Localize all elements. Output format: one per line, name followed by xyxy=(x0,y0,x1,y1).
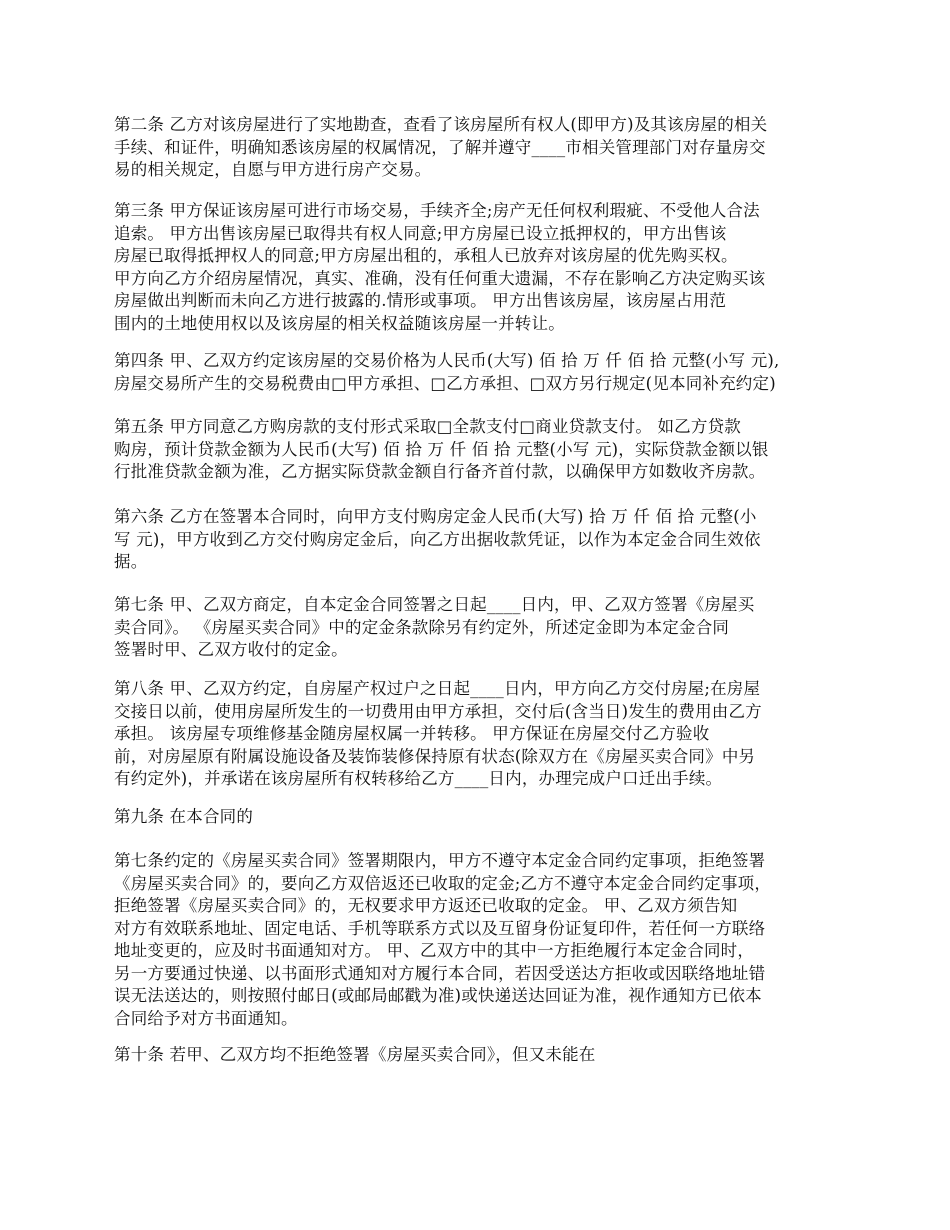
text-line: 第九条 在本合同的 xyxy=(114,807,254,826)
text-line: 交接日以前，使用房屋所发生的一切费用由甲方承担，交付后(含当日)发生的费用由乙方 xyxy=(114,701,762,721)
text-line: 易的相关规定，自愿与甲方进行房产交易。 xyxy=(114,160,432,179)
text-line: 第七条约定的《房屋买卖合同》签署期限内，甲方不遵守本定金合同约定事项，拒绝签署 xyxy=(114,851,766,870)
clause-2-paragraph xyxy=(114,114,854,182)
clause-8-paragraph xyxy=(114,678,854,791)
text-line: 前，对房屋原有附属设施设备及装饰装修保持原有状态(除双方在《房屋买卖合同》中另 xyxy=(114,746,756,766)
text-line: 第七条 甲、乙双方商定，自本定金合同签署之日起____日内，甲、乙双方签署《房屋买 xyxy=(114,595,755,614)
text-line: 第四条 甲、乙双方约定该房屋的交易价格为人民币(大写) 佰 拾 万 仟 佰 拾 元整(小写 元), xyxy=(114,351,780,370)
clause-7-paragraph xyxy=(114,594,854,662)
text-line: 围内的土地使用权以及该房屋的相关权益随该房屋一并转让。 xyxy=(114,313,565,333)
text-line: 第三条 甲方保证该房屋可进行市场交易，手续齐全;房产无任何权利瑕疵、不受他人合法 xyxy=(114,201,760,220)
text-line: 签署时甲、乙双方收付的定金。 xyxy=(114,640,348,659)
clause-3-paragraph xyxy=(114,200,854,335)
text-line: 行批准贷款金额为准，乙方据实际贷款金额自行备齐首付款，以确保甲方如数收齐房款。 xyxy=(114,462,766,481)
text-line: 第六条 乙方在签署本合同时，向甲方支付购房定金人民币(大写) 拾 万 仟 佰 拾 元整(小 xyxy=(114,507,757,526)
text-line: 拒绝签署《房屋买卖合同》的，无权要求甲方返还已收取的定金。 甲、乙双方须告知 xyxy=(114,896,738,915)
text-line: 第十条 若甲、乙双方均不拒绝签署《房屋买卖合同》，但又未能在 xyxy=(114,1045,596,1064)
text-line: 对方有效联系地址、固定电话、手机等联系方式以及互留身份证复印件，若任何一方联络 xyxy=(114,918,766,938)
text-line: 甲方向乙方介绍房屋情况，真实、准确，没有任何重大遗漏，不存在影响乙方决定购买该 xyxy=(114,268,766,288)
text-line: 购房，预计贷款金额为人民币(大写) 佰 拾 万 仟 佰 拾 元整(小写 元)，实际贷款金额以银 xyxy=(114,439,769,459)
text-line: 写 元)，甲方收到乙方交付购房定金后，向乙方出据收款凭证，以作为本定金合同生效依 xyxy=(114,529,761,549)
text-line: 据。 xyxy=(114,552,148,571)
text-line: 卖合同》。 《房屋买卖合同》中的定金条款除另有约定外，所述定金即为本定金合同 xyxy=(114,617,730,637)
text-line: 房屋做出判断而未向乙方进行披露的.情形或事项。 甲方出售该房屋，该房屋占用范 xyxy=(114,291,727,310)
text-line: 另一方要通过快递、以书面形式通知对方履行本合同，若因受送达方拒收或因联络地址错 xyxy=(114,963,766,983)
clause-5-paragraph xyxy=(114,416,854,484)
text-line: 误无法送达的，则按照付邮日(或邮局邮戳为准)或快递送达回证为准，视作通知方已依本 xyxy=(114,986,762,1005)
text-line: 手续、和证件，明确知悉该房屋的权属情况，了解并遵守____市相关管理部门对存量房交 xyxy=(114,137,766,157)
text-line: 承担。 该房屋专项维修基金随房屋权属一并转移。 甲方保证在房屋交付乙方验收 xyxy=(114,724,710,743)
clause-9-paragraph xyxy=(114,806,854,829)
text-line: 合同给予对方书面通知。 xyxy=(114,1008,298,1028)
text-line: 追索。 甲方出售该房屋已取得共有权人同意;甲方房屋已设立抵押权的，甲方出售该 xyxy=(114,223,727,243)
text-line: 房屋已取得抵押权人的同意;甲方房屋出租的，承租人已放弃对该房屋的优先购买权。 xyxy=(114,246,738,265)
text-line: 第八条 甲、乙双方约定，自房屋产权过户之日起____日内，甲方向乙方交付房屋;在房屋 xyxy=(114,679,761,698)
clause-10-paragraph xyxy=(114,1044,854,1067)
text-line: 《房屋买卖合同》的，要向乙方双倍返还已收取的定金;乙方不遵守本定金合同约定事项， xyxy=(114,873,772,893)
text-line: 第二条 乙方对该房屋进行了实地勘查，查看了该房屋所有权人(即甲方)及其该房屋的相关 xyxy=(114,115,768,134)
clause-6-paragraph xyxy=(114,506,854,574)
text-line: 地址变更的，应及时书面通知对方。 甲、乙双方中的其中一方拒绝履行本定金合同时， xyxy=(114,941,755,960)
text-line: 有约定外)，并承诺在该房屋所有权转移给乙方____日内，办理完成户口迁出手续。 xyxy=(114,769,723,788)
clause-9-continuation-paragraph xyxy=(114,850,854,1030)
clause-4-paragraph xyxy=(114,350,854,395)
text-line: 第五条 甲方同意乙方购房款的支付形式采取□全款支付□商业贷款支付。 如乙方贷款 xyxy=(114,417,741,436)
text-line: 房屋交易所产生的交易税费由□甲方承担、□乙方承担、□双方另行规定(见本同补充约定) xyxy=(114,373,776,393)
